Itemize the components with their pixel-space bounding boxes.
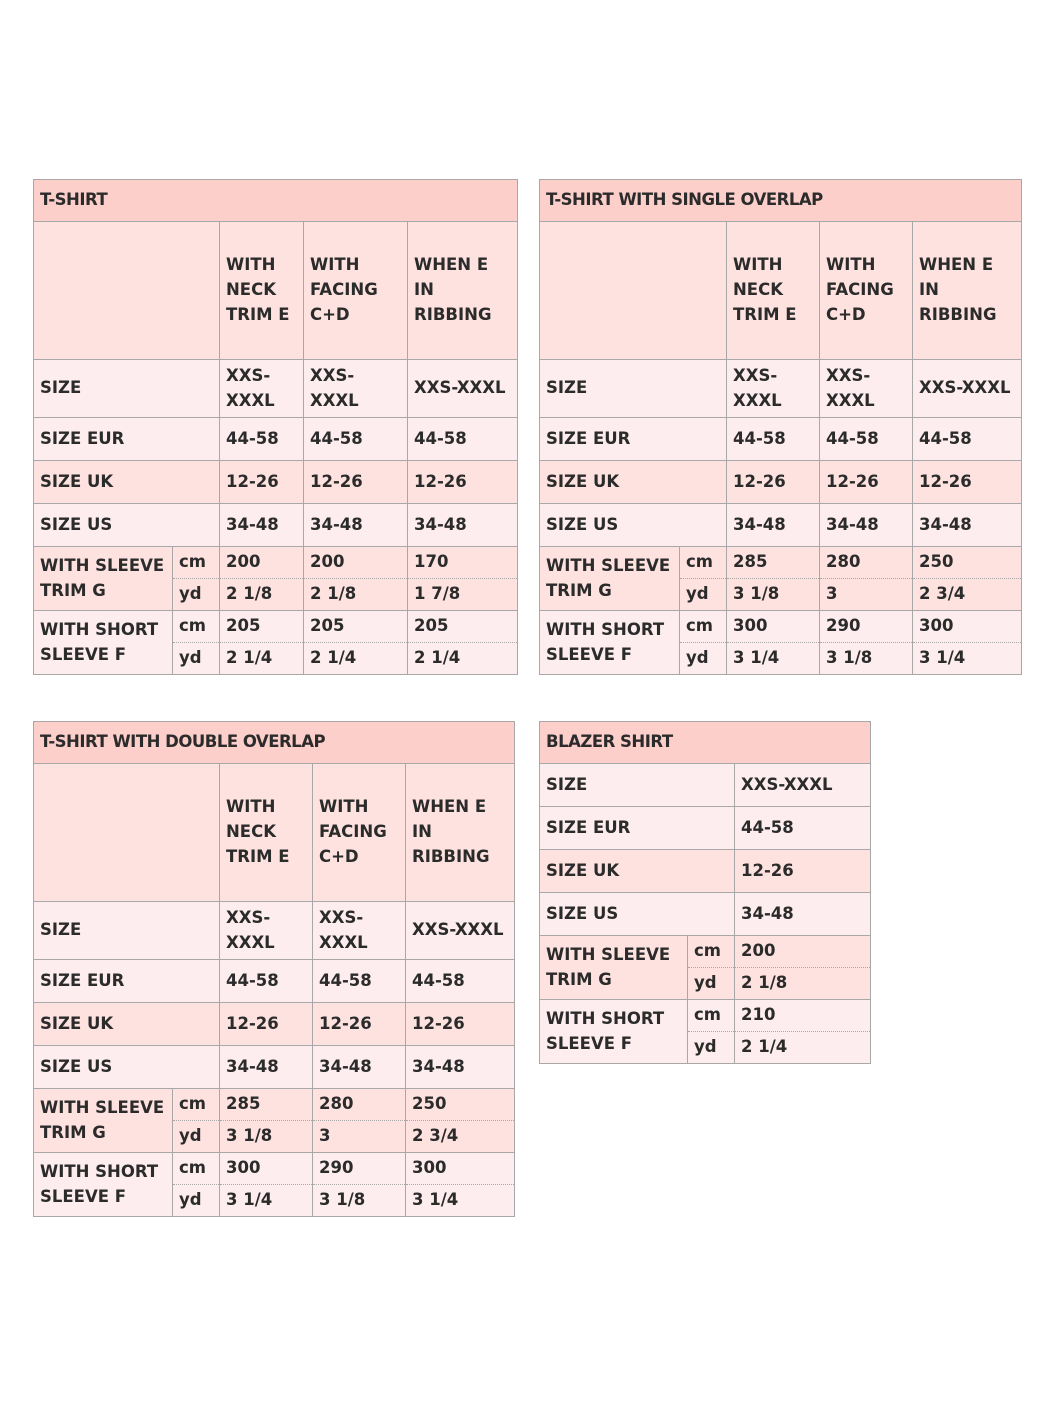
yd-value: 2 1/8	[304, 579, 408, 611]
header-empty-cell	[540, 222, 727, 360]
row-label-size-uk: SIZE UK	[34, 461, 220, 504]
row-label-size-eur: SIZE EUR	[540, 807, 735, 850]
unit-yd: yd	[680, 579, 727, 611]
cm-value: 250	[913, 547, 1022, 579]
row-label-size-eur: SIZE EUR	[34, 418, 220, 461]
yd-value: 3 1/4	[727, 643, 820, 675]
row-label-size: SIZE	[34, 902, 220, 960]
fabric-table-double-overlap	[33, 721, 515, 1217]
cm-value: 200	[735, 936, 871, 968]
cm-value: 300	[406, 1153, 515, 1185]
size-us-value: 34-48	[313, 1046, 406, 1089]
size-value: XXS-XXXL	[220, 360, 304, 418]
col-header-neck-trim: WITH NECK TRIM E	[220, 222, 304, 360]
unit-yd: yd	[173, 1185, 220, 1217]
yd-value: 2 1/4	[304, 643, 408, 675]
yd-value: 3 1/8	[220, 1121, 313, 1153]
cm-value: 210	[735, 1000, 871, 1032]
yd-value: 3	[313, 1121, 406, 1153]
unit-yd: yd	[173, 1121, 220, 1153]
row-label-sleeve-trim: WITH SLEEVE TRIM G	[540, 936, 688, 1000]
col-header-ribbing: WHEN E IN RIBBING	[406, 764, 515, 902]
size-uk-value: 12-26	[735, 850, 871, 893]
row-label-sleeve-trim: WITH SLEEVE TRIM G	[34, 1089, 173, 1153]
col-header-neck-trim: WITH NECK TRIM E	[220, 764, 313, 902]
row-label-short-sleeve: WITH SHORT SLEEVE F	[34, 1153, 173, 1217]
size-eur-value: 44-58	[408, 418, 518, 461]
col-header-facing: WITH FACING C+D	[820, 222, 913, 360]
size-value: XXS-XXXL	[727, 360, 820, 418]
size-eur-value: 44-58	[313, 960, 406, 1003]
unit-cm: cm	[173, 1089, 220, 1121]
row-label-size: SIZE	[540, 764, 735, 807]
size-value: XXS-XXXL	[313, 902, 406, 960]
size-eur-value: 44-58	[727, 418, 820, 461]
size-us-value: 34-48	[913, 504, 1022, 547]
cm-value: 205	[408, 611, 518, 643]
unit-yd: yd	[173, 643, 220, 675]
cm-value: 250	[406, 1089, 515, 1121]
cm-value: 300	[913, 611, 1022, 643]
cm-value: 170	[408, 547, 518, 579]
col-header-facing: WITH FACING C+D	[313, 764, 406, 902]
cm-value: 280	[313, 1089, 406, 1121]
size-us-value: 34-48	[727, 504, 820, 547]
size-eur-value: 44-58	[220, 418, 304, 461]
col-header-ribbing: WHEN E IN RIBBING	[913, 222, 1022, 360]
size-value: XXS-XXXL	[408, 360, 518, 418]
size-value: XXS-XXXL	[220, 902, 313, 960]
cm-value: 280	[820, 547, 913, 579]
row-label-size-eur: SIZE EUR	[540, 418, 727, 461]
yd-value: 3	[820, 579, 913, 611]
yd-value: 3 1/8	[727, 579, 820, 611]
unit-cm: cm	[173, 1153, 220, 1185]
unit-cm: cm	[173, 611, 220, 643]
row-label-size: SIZE	[34, 360, 220, 418]
row-label-size-us: SIZE US	[540, 893, 735, 936]
yd-value: 3 1/4	[406, 1185, 515, 1217]
fabric-table-blazer-shirt	[539, 721, 871, 1064]
fabric-table-single-overlap	[539, 179, 1022, 675]
col-header-facing: WITH FACING C+D	[304, 222, 408, 360]
unit-yd: yd	[680, 643, 727, 675]
unit-yd: yd	[173, 579, 220, 611]
unit-yd: yd	[688, 1032, 735, 1064]
unit-cm: cm	[173, 547, 220, 579]
yd-value: 2 3/4	[406, 1121, 515, 1153]
yd-value: 3 1/4	[913, 643, 1022, 675]
unit-cm: cm	[688, 936, 735, 968]
size-eur-value: 44-58	[913, 418, 1022, 461]
size-uk-value: 12-26	[220, 461, 304, 504]
size-uk-value: 12-26	[727, 461, 820, 504]
size-value: XXS-XXXL	[406, 902, 515, 960]
size-uk-value: 12-26	[220, 1003, 313, 1046]
size-us-value: 34-48	[735, 893, 871, 936]
row-label-size-uk: SIZE UK	[540, 461, 727, 504]
row-label-size: SIZE	[540, 360, 727, 418]
yd-value: 2 1/4	[220, 643, 304, 675]
yd-value: 3 1/4	[220, 1185, 313, 1217]
row-label-size-us: SIZE US	[34, 1046, 220, 1089]
size-value: XXS-XXXL	[304, 360, 408, 418]
yd-value: 2 3/4	[913, 579, 1022, 611]
yd-value: 2 1/4	[735, 1032, 871, 1064]
table-title: T-SHIRT WITH SINGLE OVERLAP	[540, 180, 1022, 222]
unit-yd: yd	[688, 968, 735, 1000]
size-eur-value: 44-58	[304, 418, 408, 461]
size-us-value: 34-48	[220, 504, 304, 547]
size-eur-value: 44-58	[220, 960, 313, 1003]
col-header-ribbing: WHEN E IN RIBBING	[408, 222, 518, 360]
size-us-value: 34-48	[408, 504, 518, 547]
size-value: XXS-XXXL	[735, 764, 871, 807]
cm-value: 300	[220, 1153, 313, 1185]
yd-value: 2 1/8	[220, 579, 304, 611]
table-title: T-SHIRT	[34, 180, 518, 222]
cm-value: 290	[313, 1153, 406, 1185]
size-uk-value: 12-26	[820, 461, 913, 504]
size-uk-value: 12-26	[406, 1003, 515, 1046]
size-value: XXS-XXXL	[913, 360, 1022, 418]
row-label-size-uk: SIZE UK	[34, 1003, 220, 1046]
cm-value: 285	[220, 1089, 313, 1121]
table-title: T-SHIRT WITH DOUBLE OVERLAP	[34, 722, 515, 764]
cm-value: 200	[304, 547, 408, 579]
row-label-short-sleeve: WITH SHORT SLEEVE F	[34, 611, 173, 675]
row-label-short-sleeve: WITH SHORT SLEEVE F	[540, 611, 680, 675]
size-uk-value: 12-26	[304, 461, 408, 504]
size-eur-value: 44-58	[406, 960, 515, 1003]
size-us-value: 34-48	[820, 504, 913, 547]
size-us-value: 34-48	[304, 504, 408, 547]
cm-value: 205	[304, 611, 408, 643]
size-uk-value: 12-26	[408, 461, 518, 504]
yd-value: 3 1/8	[313, 1185, 406, 1217]
cm-value: 290	[820, 611, 913, 643]
unit-cm: cm	[688, 1000, 735, 1032]
yd-value: 3 1/8	[820, 643, 913, 675]
row-label-size-uk: SIZE UK	[540, 850, 735, 893]
fabric-table-t-shirt	[33, 179, 518, 675]
size-eur-value: 44-58	[820, 418, 913, 461]
row-label-size-us: SIZE US	[34, 504, 220, 547]
yd-value: 2 1/8	[735, 968, 871, 1000]
row-label-size-us: SIZE US	[540, 504, 727, 547]
yd-value: 2 1/4	[408, 643, 518, 675]
size-uk-value: 12-26	[913, 461, 1022, 504]
unit-cm: cm	[680, 547, 727, 579]
col-header-neck-trim: WITH NECK TRIM E	[727, 222, 820, 360]
cm-value: 200	[220, 547, 304, 579]
row-label-size-eur: SIZE EUR	[34, 960, 220, 1003]
header-empty-cell	[34, 764, 220, 902]
yd-value: 1 7/8	[408, 579, 518, 611]
unit-cm: cm	[680, 611, 727, 643]
row-label-sleeve-trim: WITH SLEEVE TRIM G	[540, 547, 680, 611]
row-label-short-sleeve: WITH SHORT SLEEVE F	[540, 1000, 688, 1064]
header-empty-cell	[34, 222, 220, 360]
cm-value: 300	[727, 611, 820, 643]
cm-value: 205	[220, 611, 304, 643]
size-uk-value: 12-26	[313, 1003, 406, 1046]
size-us-value: 34-48	[220, 1046, 313, 1089]
cm-value: 285	[727, 547, 820, 579]
row-label-sleeve-trim: WITH SLEEVE TRIM G	[34, 547, 173, 611]
size-eur-value: 44-58	[735, 807, 871, 850]
table-title: BLAZER SHIRT	[540, 722, 871, 764]
size-value: XXS-XXXL	[820, 360, 913, 418]
size-us-value: 34-48	[406, 1046, 515, 1089]
